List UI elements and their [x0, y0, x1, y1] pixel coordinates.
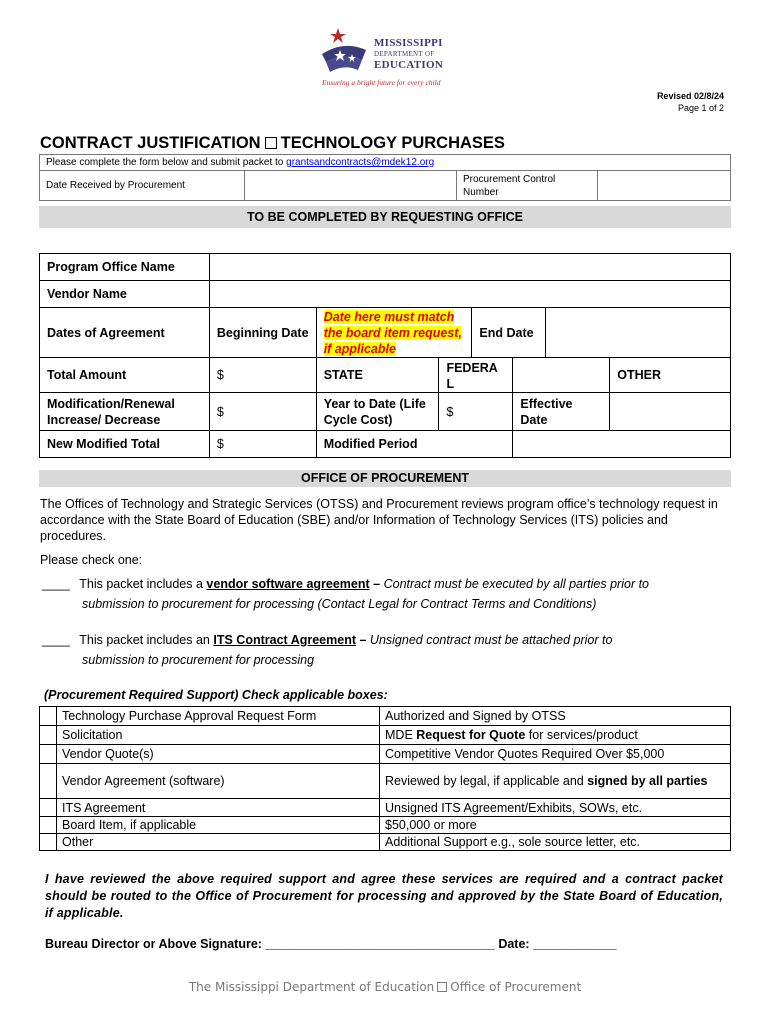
- req-post: for services/product: [525, 728, 638, 742]
- page-title: [40, 134, 505, 153]
- page-number: Page 1 of 2: [677, 103, 724, 113]
- mod-renewal-field[interactable]: $: [209, 393, 316, 431]
- program-office-field[interactable]: [209, 254, 730, 281]
- checkbox[interactable]: [40, 817, 57, 834]
- req-bold: signed by all parties: [587, 774, 708, 788]
- section-requesting-office: TO BE COMPLETED BY REQUESTING OFFICE: [39, 206, 731, 228]
- effective-date-field[interactable]: [610, 393, 731, 431]
- control-number-field[interactable]: [598, 171, 731, 201]
- option-its-contract: [42, 630, 732, 670]
- new-modified-total-field[interactable]: $: [209, 431, 316, 458]
- program-office-label: Program Office Name: [40, 254, 210, 281]
- support-requirement: Competitive Vendor Quotes Required Over $5,000: [380, 745, 731, 764]
- ytd-label: Year to Date (Life Cycle Cost): [316, 393, 439, 431]
- date-received-label: Date Received by Procurement: [40, 171, 245, 201]
- support-requirement: [380, 764, 731, 799]
- section-procurement: OFFICE OF PROCUREMENT: [39, 470, 731, 487]
- option2-italic1: Unsigned contract must be attached prior to: [369, 633, 613, 647]
- submit-email-link[interactable]: grantsandcontracts@mdek12.org: [286, 157, 435, 168]
- support-item: Other: [57, 834, 380, 851]
- total-amount-field[interactable]: $: [209, 358, 316, 393]
- support-item: Technology Purchase Approval Request Form: [57, 707, 380, 726]
- support-item: ITS Agreement: [57, 799, 380, 817]
- option1-italic2: submission to procurement for processing (Contact Legal for Contract Terms and Conditions): [82, 597, 597, 611]
- effective-date-label: Effective Date: [513, 393, 610, 431]
- support-requirement: Authorized and Signed by OTSS: [380, 707, 731, 726]
- signature-label: Bureau Director or Above Signature:: [45, 937, 262, 951]
- checkbox[interactable]: [40, 764, 57, 799]
- date-label: Date:: [498, 937, 530, 951]
- modified-period-field[interactable]: [513, 431, 731, 458]
- federal-label-a: FEDERA: [446, 361, 498, 375]
- title-box-glyph: [265, 137, 277, 149]
- option2-dash: –: [359, 633, 367, 647]
- signature-field[interactable]: _________________________________: [265, 937, 495, 951]
- submit-text: Please complete the form below and submit packet to: [46, 157, 284, 168]
- logo-wordmark: [374, 38, 443, 71]
- dates-agreement-label: Dates of Agreement: [40, 308, 210, 358]
- option1-dash: –: [373, 577, 381, 591]
- checkbox[interactable]: [40, 726, 57, 745]
- date-received-field[interactable]: [245, 171, 457, 201]
- state-label: STATE: [316, 358, 439, 393]
- beginning-date-label: Beginning Date: [209, 308, 316, 358]
- support-item: Vendor Quote(s): [57, 745, 380, 764]
- support-item: Vendor Agreement (software): [57, 764, 380, 799]
- option2-italic2: submission to procurement for processing: [82, 653, 315, 667]
- option2-blank[interactable]: ____: [42, 633, 70, 647]
- end-date-field[interactable]: [546, 308, 731, 358]
- vendor-name-label: Vendor Name: [40, 281, 210, 308]
- logo-line1: MISSISSIPPI: [374, 37, 443, 49]
- beginning-date-field[interactable]: [316, 308, 472, 358]
- logo-tagline: Ensuring a bright future for every child: [322, 78, 441, 87]
- support-requirement: $50,000 or more: [380, 817, 731, 834]
- support-item: Solicitation: [57, 726, 380, 745]
- title-left: CONTRACT JUSTIFICATION: [40, 134, 261, 152]
- option1-italic1: Contract must be executed by all parties prior to: [383, 577, 649, 591]
- mde-logo: [318, 26, 458, 92]
- ytd-field[interactable]: $: [439, 393, 513, 431]
- required-support-heading: (Procurement Required Support) Check applicable boxes:: [44, 688, 388, 702]
- other-label: OTHER: [610, 358, 731, 393]
- option1-blank[interactable]: ____: [42, 577, 70, 591]
- submit-instruction: [40, 155, 731, 171]
- req-pre: Reviewed by legal, if applicable and: [385, 774, 588, 788]
- title-right: TECHNOLOGY PURCHASES: [280, 134, 505, 152]
- submission-table: [39, 154, 731, 201]
- signature-line: [45, 937, 617, 951]
- check-one-label: Please check one:: [40, 553, 143, 567]
- support-item: Board Item, if applicable: [57, 817, 380, 834]
- footer-box-glyph: [437, 982, 447, 992]
- option-vendor-software: [42, 574, 732, 614]
- request-form-table: [39, 253, 731, 458]
- option2-bold: ITS Contract Agreement: [213, 633, 356, 647]
- date-field[interactable]: ____________: [533, 937, 617, 951]
- checkbox[interactable]: [40, 745, 57, 764]
- required-support-table: [39, 706, 731, 851]
- end-date-label: End Date: [472, 308, 546, 358]
- revision-info: [657, 90, 724, 114]
- checkbox[interactable]: [40, 834, 57, 851]
- option1-pre: This packet includes a: [79, 577, 203, 591]
- federal-label: [439, 358, 513, 393]
- mde-emblem-icon: [318, 26, 370, 78]
- date-match-note: Date here must match the board item request, if applicable: [323, 310, 462, 356]
- modified-period-label: Modified Period: [316, 431, 513, 458]
- vendor-name-field[interactable]: [209, 281, 730, 308]
- req-pre: MDE: [385, 728, 417, 742]
- federal-label-b: L: [446, 377, 455, 391]
- checkbox[interactable]: [40, 799, 57, 817]
- support-requirement: [380, 726, 731, 745]
- logo-line2: DEPARTMENT OF: [374, 50, 435, 58]
- federal-field[interactable]: [513, 358, 610, 393]
- option1-bold: vendor software agreement: [206, 577, 370, 591]
- revised-date: Revised 02/8/24: [656, 91, 724, 101]
- control-number-label: Procurement Control Number: [457, 171, 598, 201]
- page-footer: [0, 980, 770, 994]
- req-bold: Request for Quote: [416, 728, 526, 742]
- support-requirement: Unsigned ITS Agreement/Exhibits, SOWs, etc.: [380, 799, 731, 817]
- total-amount-label: Total Amount: [40, 358, 210, 393]
- footer-left: The Mississippi Department of Education: [188, 980, 435, 994]
- procurement-paragraph: The Offices of Technology and Strategic Services (OTSS) and Procurement reviews program office’s technology request in accordance with the State Board of Education (SBE) and/or Information of Technology Services (ITS) policies and procedures.: [40, 497, 718, 543]
- footer-right: Office of Procurement: [450, 980, 582, 994]
- support-requirement: Additional Support e.g., sole source letter, etc.: [380, 834, 731, 851]
- checkbox[interactable]: [40, 707, 57, 726]
- mod-renewal-label: Modification/Renewal Increase/ Decrease: [40, 393, 210, 431]
- review-statement: I have reviewed the above required support and agree these services are required and a contract packet should be routed to the Office of Procurement for processing and approved by the State Board of Education, if applicable.: [45, 872, 723, 920]
- logo-line3: EDUCATION: [374, 59, 444, 71]
- option2-pre: This packet includes an: [79, 633, 210, 647]
- new-modified-total-label: New Modified Total: [40, 431, 210, 458]
